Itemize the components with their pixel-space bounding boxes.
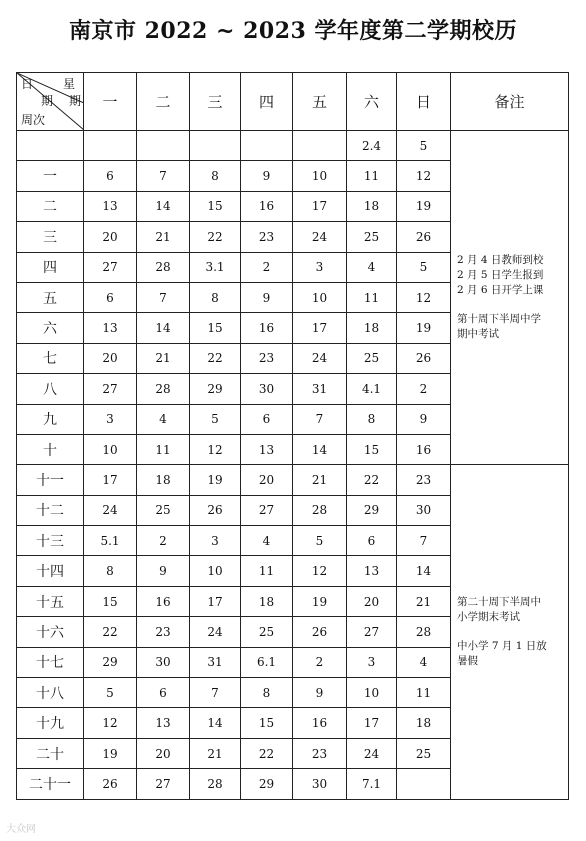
corner-label-ri: 日 bbox=[21, 77, 34, 91]
day-cell: 28 bbox=[293, 495, 347, 525]
day-cell: 10 bbox=[347, 678, 397, 708]
day-cell: 16 bbox=[137, 586, 190, 616]
weekday-header-thu: 四 bbox=[241, 73, 293, 131]
day-cell: 8 bbox=[347, 404, 397, 434]
day-cell: 28 bbox=[137, 252, 190, 282]
day-cell: 2 bbox=[241, 252, 293, 282]
weekday-header-tue: 二 bbox=[137, 73, 190, 131]
day-cell: 11 bbox=[347, 282, 397, 312]
day-cell: 8 bbox=[241, 678, 293, 708]
remark-line: 2 月 4 日教师到校 bbox=[457, 254, 544, 267]
day-cell: 17 bbox=[347, 708, 397, 738]
week-number-cell: 十四 bbox=[17, 556, 84, 586]
day-cell: 3 bbox=[84, 404, 137, 434]
day-cell: 4.1 bbox=[347, 374, 397, 404]
day-cell: 9 bbox=[397, 404, 451, 434]
day-cell bbox=[84, 131, 137, 161]
day-cell: 24 bbox=[84, 495, 137, 525]
day-cell: 2 bbox=[137, 526, 190, 556]
day-cell: 3 bbox=[347, 647, 397, 677]
header-row bbox=[17, 73, 569, 131]
remark-gap bbox=[457, 625, 564, 639]
day-cell: 6 bbox=[347, 526, 397, 556]
day-cell: 14 bbox=[190, 708, 241, 738]
day-cell: 28 bbox=[137, 374, 190, 404]
day-cell: 2 bbox=[397, 374, 451, 404]
week-number-cell: 二 bbox=[17, 191, 84, 221]
day-cell: 20 bbox=[137, 738, 190, 768]
day-cell: 30 bbox=[241, 374, 293, 404]
day-cell: 18 bbox=[347, 313, 397, 343]
day-cell: 19 bbox=[84, 738, 137, 768]
week-number-cell: 十二 bbox=[17, 495, 84, 525]
day-cell: 21 bbox=[293, 465, 347, 495]
day-cell: 11 bbox=[347, 161, 397, 191]
day-cell: 7 bbox=[190, 678, 241, 708]
day-cell: 3 bbox=[190, 526, 241, 556]
remark-line: 第十周下半周中学 bbox=[457, 313, 541, 326]
day-cell: 20 bbox=[84, 222, 137, 252]
day-cell: 15 bbox=[190, 313, 241, 343]
day-cell: 21 bbox=[397, 586, 451, 616]
day-cell: 30 bbox=[293, 769, 347, 799]
day-cell: 14 bbox=[397, 556, 451, 586]
day-cell: 29 bbox=[84, 647, 137, 677]
week-number-cell: 九 bbox=[17, 404, 84, 434]
day-cell: 14 bbox=[293, 434, 347, 464]
week-number-cell: 一 bbox=[17, 161, 84, 191]
weekday-header-mon: 一 bbox=[84, 73, 137, 131]
week-number-cell: 十 bbox=[17, 434, 84, 464]
watermark: 大众网 bbox=[6, 824, 36, 835]
week-number-cell: 五 bbox=[17, 282, 84, 312]
day-cell: 26 bbox=[190, 495, 241, 525]
day-cell: 13 bbox=[137, 708, 190, 738]
day-cell: 19 bbox=[190, 465, 241, 495]
day-cell: 24 bbox=[347, 738, 397, 768]
day-cell: 19 bbox=[293, 586, 347, 616]
day-cell: 9 bbox=[293, 678, 347, 708]
weekday-header-sun: 日 bbox=[397, 73, 451, 131]
day-cell: 7 bbox=[137, 161, 190, 191]
day-cell: 13 bbox=[347, 556, 397, 586]
remark-line: 暑假 bbox=[457, 654, 478, 667]
table-row bbox=[17, 131, 569, 161]
day-cell bbox=[190, 131, 241, 161]
day-cell: 19 bbox=[397, 191, 451, 221]
day-cell: 23 bbox=[397, 465, 451, 495]
day-cell: 22 bbox=[84, 617, 137, 647]
day-cell: 29 bbox=[241, 769, 293, 799]
weekday-header-sat: 六 bbox=[347, 73, 397, 131]
week-number-cell: 十一 bbox=[17, 465, 84, 495]
day-cell: 6 bbox=[137, 678, 190, 708]
day-cell: 5 bbox=[397, 131, 451, 161]
corner-header bbox=[17, 73, 84, 131]
week-number-cell: 十六 bbox=[17, 617, 84, 647]
day-cell: 27 bbox=[84, 374, 137, 404]
day-cell: 18 bbox=[347, 191, 397, 221]
day-cell: 7 bbox=[137, 282, 190, 312]
day-cell: 22 bbox=[190, 343, 241, 373]
remark-line: 2 月 5 日学生报到 bbox=[457, 269, 544, 282]
corner-label-qi2: 期 bbox=[69, 94, 82, 108]
day-cell: 29 bbox=[347, 495, 397, 525]
day-cell: 11 bbox=[397, 678, 451, 708]
day-cell: 2.4 bbox=[347, 131, 397, 161]
day-cell: 5.1 bbox=[84, 526, 137, 556]
day-cell: 15 bbox=[241, 708, 293, 738]
day-cell: 23 bbox=[137, 617, 190, 647]
day-cell: 5 bbox=[293, 526, 347, 556]
day-cell: 25 bbox=[137, 495, 190, 525]
day-cell: 20 bbox=[84, 343, 137, 373]
day-cell: 25 bbox=[347, 222, 397, 252]
day-cell: 10 bbox=[293, 161, 347, 191]
day-cell: 11 bbox=[241, 556, 293, 586]
day-cell: 30 bbox=[397, 495, 451, 525]
day-cell: 8 bbox=[190, 161, 241, 191]
day-cell: 4 bbox=[397, 647, 451, 677]
week-number-cell: 四 bbox=[17, 252, 84, 282]
remark-line: 第二十周下半周中 bbox=[457, 595, 541, 608]
week-number-cell: 十九 bbox=[17, 708, 84, 738]
week-number-cell: 八 bbox=[17, 374, 84, 404]
day-cell: 6 bbox=[84, 161, 137, 191]
day-cell: 18 bbox=[137, 465, 190, 495]
day-cell: 22 bbox=[347, 465, 397, 495]
day-cell: 21 bbox=[190, 738, 241, 768]
day-cell: 21 bbox=[137, 343, 190, 373]
day-cell: 3.1 bbox=[190, 252, 241, 282]
day-cell: 16 bbox=[293, 708, 347, 738]
day-cell: 26 bbox=[293, 617, 347, 647]
day-cell: 15 bbox=[190, 191, 241, 221]
remark-line: 期中考试 bbox=[457, 328, 499, 341]
day-cell: 28 bbox=[190, 769, 241, 799]
remark-gap bbox=[457, 298, 564, 312]
day-cell: 27 bbox=[137, 769, 190, 799]
day-cell: 31 bbox=[190, 647, 241, 677]
day-cell: 27 bbox=[347, 617, 397, 647]
day-cell: 17 bbox=[293, 191, 347, 221]
day-cell: 7 bbox=[397, 526, 451, 556]
day-cell: 20 bbox=[347, 586, 397, 616]
week-number-cell: 三 bbox=[17, 222, 84, 252]
calendar-body bbox=[17, 131, 569, 800]
day-cell: 27 bbox=[241, 495, 293, 525]
day-cell bbox=[137, 131, 190, 161]
day-cell: 9 bbox=[241, 282, 293, 312]
week-number-cell: 十五 bbox=[17, 586, 84, 616]
day-cell: 28 bbox=[397, 617, 451, 647]
day-cell: 26 bbox=[397, 222, 451, 252]
day-cell: 19 bbox=[397, 313, 451, 343]
day-cell: 6.1 bbox=[241, 647, 293, 677]
week-number-cell: 六 bbox=[17, 313, 84, 343]
day-cell: 31 bbox=[293, 374, 347, 404]
remark-header: 备注 bbox=[451, 73, 569, 131]
day-cell: 16 bbox=[397, 434, 451, 464]
day-cell: 29 bbox=[190, 374, 241, 404]
corner-label-qi1: 期 bbox=[41, 94, 54, 108]
day-cell: 13 bbox=[241, 434, 293, 464]
day-cell: 8 bbox=[190, 282, 241, 312]
day-cell bbox=[293, 131, 347, 161]
day-cell: 25 bbox=[347, 343, 397, 373]
day-cell: 13 bbox=[84, 313, 137, 343]
day-cell: 12 bbox=[190, 434, 241, 464]
day-cell: 17 bbox=[293, 313, 347, 343]
day-cell: 15 bbox=[84, 586, 137, 616]
day-cell: 14 bbox=[137, 313, 190, 343]
day-cell: 12 bbox=[397, 282, 451, 312]
day-cell: 6 bbox=[84, 282, 137, 312]
table-row bbox=[17, 465, 569, 495]
day-cell: 7.1 bbox=[347, 769, 397, 799]
day-cell: 10 bbox=[84, 434, 137, 464]
day-cell: 25 bbox=[241, 617, 293, 647]
day-cell: 20 bbox=[241, 465, 293, 495]
day-cell: 22 bbox=[241, 738, 293, 768]
day-cell bbox=[241, 131, 293, 161]
day-cell: 15 bbox=[347, 434, 397, 464]
weekday-header-fri: 五 bbox=[293, 73, 347, 131]
day-cell: 4 bbox=[347, 252, 397, 282]
day-cell: 11 bbox=[137, 434, 190, 464]
remark-line: 小学期末考试 bbox=[457, 610, 520, 623]
day-cell: 18 bbox=[397, 708, 451, 738]
remark-cell-first bbox=[451, 131, 569, 465]
day-cell: 24 bbox=[293, 343, 347, 373]
week-number-cell: 十三 bbox=[17, 526, 84, 556]
day-cell: 3 bbox=[293, 252, 347, 282]
day-cell: 27 bbox=[84, 252, 137, 282]
day-cell: 9 bbox=[241, 161, 293, 191]
day-cell bbox=[397, 769, 451, 799]
day-cell: 10 bbox=[293, 282, 347, 312]
week-number-cell: 二十一 bbox=[17, 769, 84, 799]
day-cell: 23 bbox=[241, 343, 293, 373]
day-cell: 7 bbox=[293, 404, 347, 434]
day-cell: 10 bbox=[190, 556, 241, 586]
day-cell: 26 bbox=[84, 769, 137, 799]
day-cell: 17 bbox=[84, 465, 137, 495]
week-number-cell: 十八 bbox=[17, 678, 84, 708]
week-number-cell: 十七 bbox=[17, 647, 84, 677]
day-cell: 12 bbox=[293, 556, 347, 586]
day-cell: 5 bbox=[397, 252, 451, 282]
page-title: 南京市 2022 ~ 2023 学年度第二学期校历 bbox=[68, 18, 518, 44]
corner-label-xing: 星 bbox=[63, 77, 76, 91]
day-cell: 16 bbox=[241, 191, 293, 221]
day-cell: 4 bbox=[137, 404, 190, 434]
remark-line: 2 月 6 日开学上课 bbox=[457, 284, 544, 297]
day-cell: 12 bbox=[84, 708, 137, 738]
day-cell: 14 bbox=[137, 191, 190, 221]
week-number-cell: 七 bbox=[17, 343, 84, 373]
week-number-cell: 二十 bbox=[17, 738, 84, 768]
day-cell: 17 bbox=[190, 586, 241, 616]
week-number-cell bbox=[17, 131, 84, 161]
day-cell: 18 bbox=[241, 586, 293, 616]
day-cell: 13 bbox=[84, 191, 137, 221]
day-cell: 6 bbox=[241, 404, 293, 434]
day-cell: 9 bbox=[137, 556, 190, 586]
day-cell: 25 bbox=[397, 738, 451, 768]
day-cell: 4 bbox=[241, 526, 293, 556]
school-calendar-table bbox=[16, 72, 569, 800]
day-cell: 30 bbox=[137, 647, 190, 677]
day-cell: 24 bbox=[293, 222, 347, 252]
corner-label-zhouci: 周次 bbox=[21, 113, 46, 127]
day-cell: 5 bbox=[190, 404, 241, 434]
weekday-header-wed: 三 bbox=[190, 73, 241, 131]
day-cell: 16 bbox=[241, 313, 293, 343]
remark-line: 中小学 7 月 1 日放 bbox=[457, 639, 547, 652]
day-cell: 23 bbox=[241, 222, 293, 252]
day-cell: 24 bbox=[190, 617, 241, 647]
day-cell: 21 bbox=[137, 222, 190, 252]
day-cell: 12 bbox=[397, 161, 451, 191]
day-cell: 23 bbox=[293, 738, 347, 768]
day-cell: 22 bbox=[190, 222, 241, 252]
remark-cell-second bbox=[451, 465, 569, 799]
day-cell: 26 bbox=[397, 343, 451, 373]
day-cell: 8 bbox=[84, 556, 137, 586]
day-cell: 2 bbox=[293, 647, 347, 677]
day-cell: 5 bbox=[84, 678, 137, 708]
